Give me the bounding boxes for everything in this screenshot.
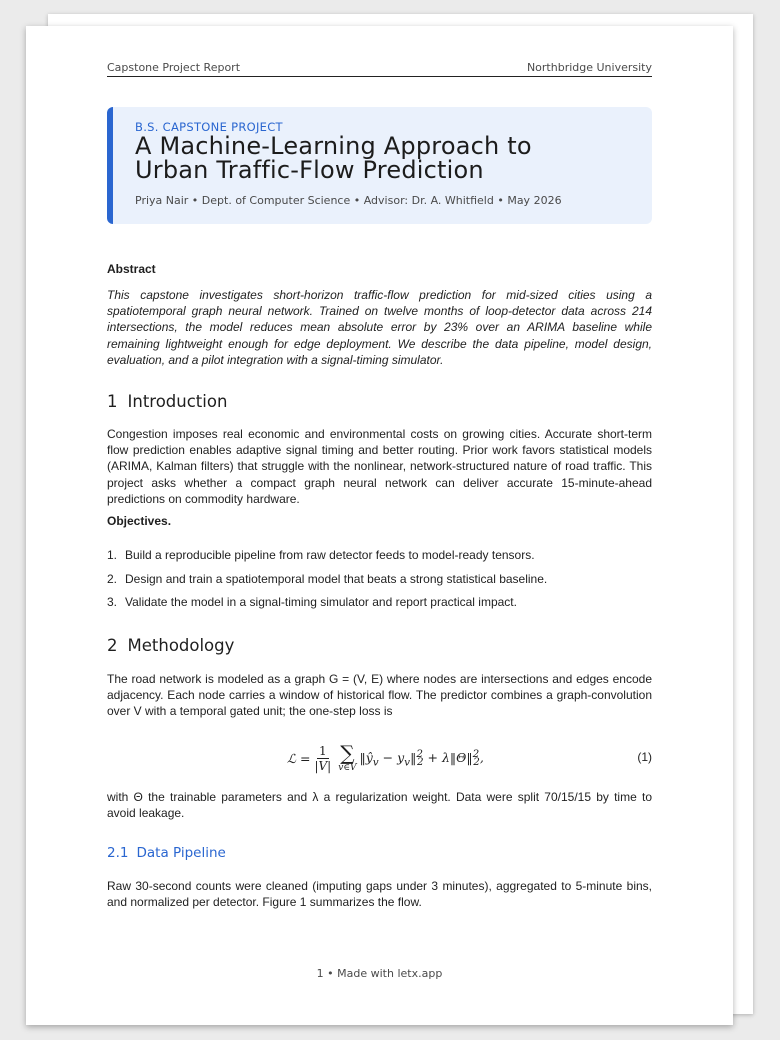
- introduction-paragraph: Congestion imposes real economic and environmental costs on growing cities. Accurate short-term flow prediction enables adaptive signal timing and better routing. Prior work favors statistical models (ARIMA, Kalman filters) that struggle with the nonlinear, network-structured nature of road traffic. This project asks whether a compact graph neural network can deliver accurate 15-minute-ahead predictions on commodity hardware.: [107, 427, 652, 506]
- subsection-data-pipeline-heading: [107, 845, 226, 861]
- title-line-1: A Machine-Learning Approach to: [135, 132, 532, 160]
- subsection-title: Data Pipeline: [136, 845, 226, 861]
- byline: Priya Nair • Dept. of Computer Science • Advisor: Dr. A. Whitfield • May 2026: [135, 194, 562, 207]
- section-number: 2: [107, 636, 118, 655]
- equation-number: (1): [637, 750, 652, 764]
- header-right: Northbridge University: [526, 61, 652, 74]
- list-item: 1. Build a reproducible pipeline from raw detector feeds to model-ready tensors.: [107, 548, 535, 562]
- title-line-2: Urban Traffic-Flow Prediction: [135, 156, 484, 184]
- objectives-list: [107, 548, 652, 619]
- section-number: 1: [107, 392, 118, 411]
- subsection-number: 2.1: [107, 845, 129, 861]
- running-header: [107, 61, 652, 77]
- title-block: [107, 107, 652, 224]
- abstract-heading: Abstract: [107, 262, 156, 276]
- section-methodology-heading: [107, 636, 234, 655]
- section-title: Introduction: [127, 392, 228, 411]
- section-introduction-heading: [107, 392, 227, 411]
- list-item: 3. Validate the model in a signal-timing simulator and report practical impact.: [107, 595, 517, 609]
- document-title: [135, 134, 635, 182]
- equation-body: ℒ = $\frac{1}{|V|}$ ∑ v∈V $‖ŷ_v$ − $y_v‖^2_2$ + λ‖Θ‖$^2_2$,: [287, 741, 484, 773]
- header-left: Capstone Project Report: [107, 61, 241, 74]
- methodology-paragraph: The road network is modeled as a graph G = (V, E) where nodes are intersections and edges encode adjacency. Each node carries a window of historical flow. The predictor combines a graph-convolution over V with a temporal gated unit; the one-step loss is: [107, 672, 652, 719]
- methodology-after-paragraph: with Θ the trainable parameters and λ a regularization weight. Data were split 70/15/15 by time to avoid leakage.: [107, 790, 652, 821]
- project-kicker: B.S. CAPSTONE PROJECT: [135, 120, 283, 134]
- page-footer: 1 • Made with letx.app: [316, 967, 443, 980]
- objectives-heading: Objectives.: [107, 514, 172, 528]
- list-item: 2. Design and train a spatiotemporal model that beats a strong statistical baseline.: [107, 571, 548, 586]
- title-accent-bar: [107, 107, 113, 224]
- loss-equation: [107, 738, 652, 778]
- pipeline-paragraph: Raw 30-second counts were cleaned (imputing gaps under 3 minutes), aggregated to 5-minute bins, and normalized per detector. Figure 1 summarizes the flow.: [107, 879, 652, 910]
- abstract-text: This capstone investigates short-horizon traffic-flow prediction for mid-sized cities using a spatiotemporal graph neural network. Trained on twelve months of loop-detector data across 214 intersections, the model reduces mean absolute error by 23% over an ARIMA baseline while remaining lightweight enough for edge deployment. We describe the data pipeline, model design, evaluation, and a pilot integration with a signal-timing simulator.: [107, 288, 652, 367]
- section-title: Methodology: [127, 636, 235, 655]
- document-page: [26, 26, 733, 1025]
